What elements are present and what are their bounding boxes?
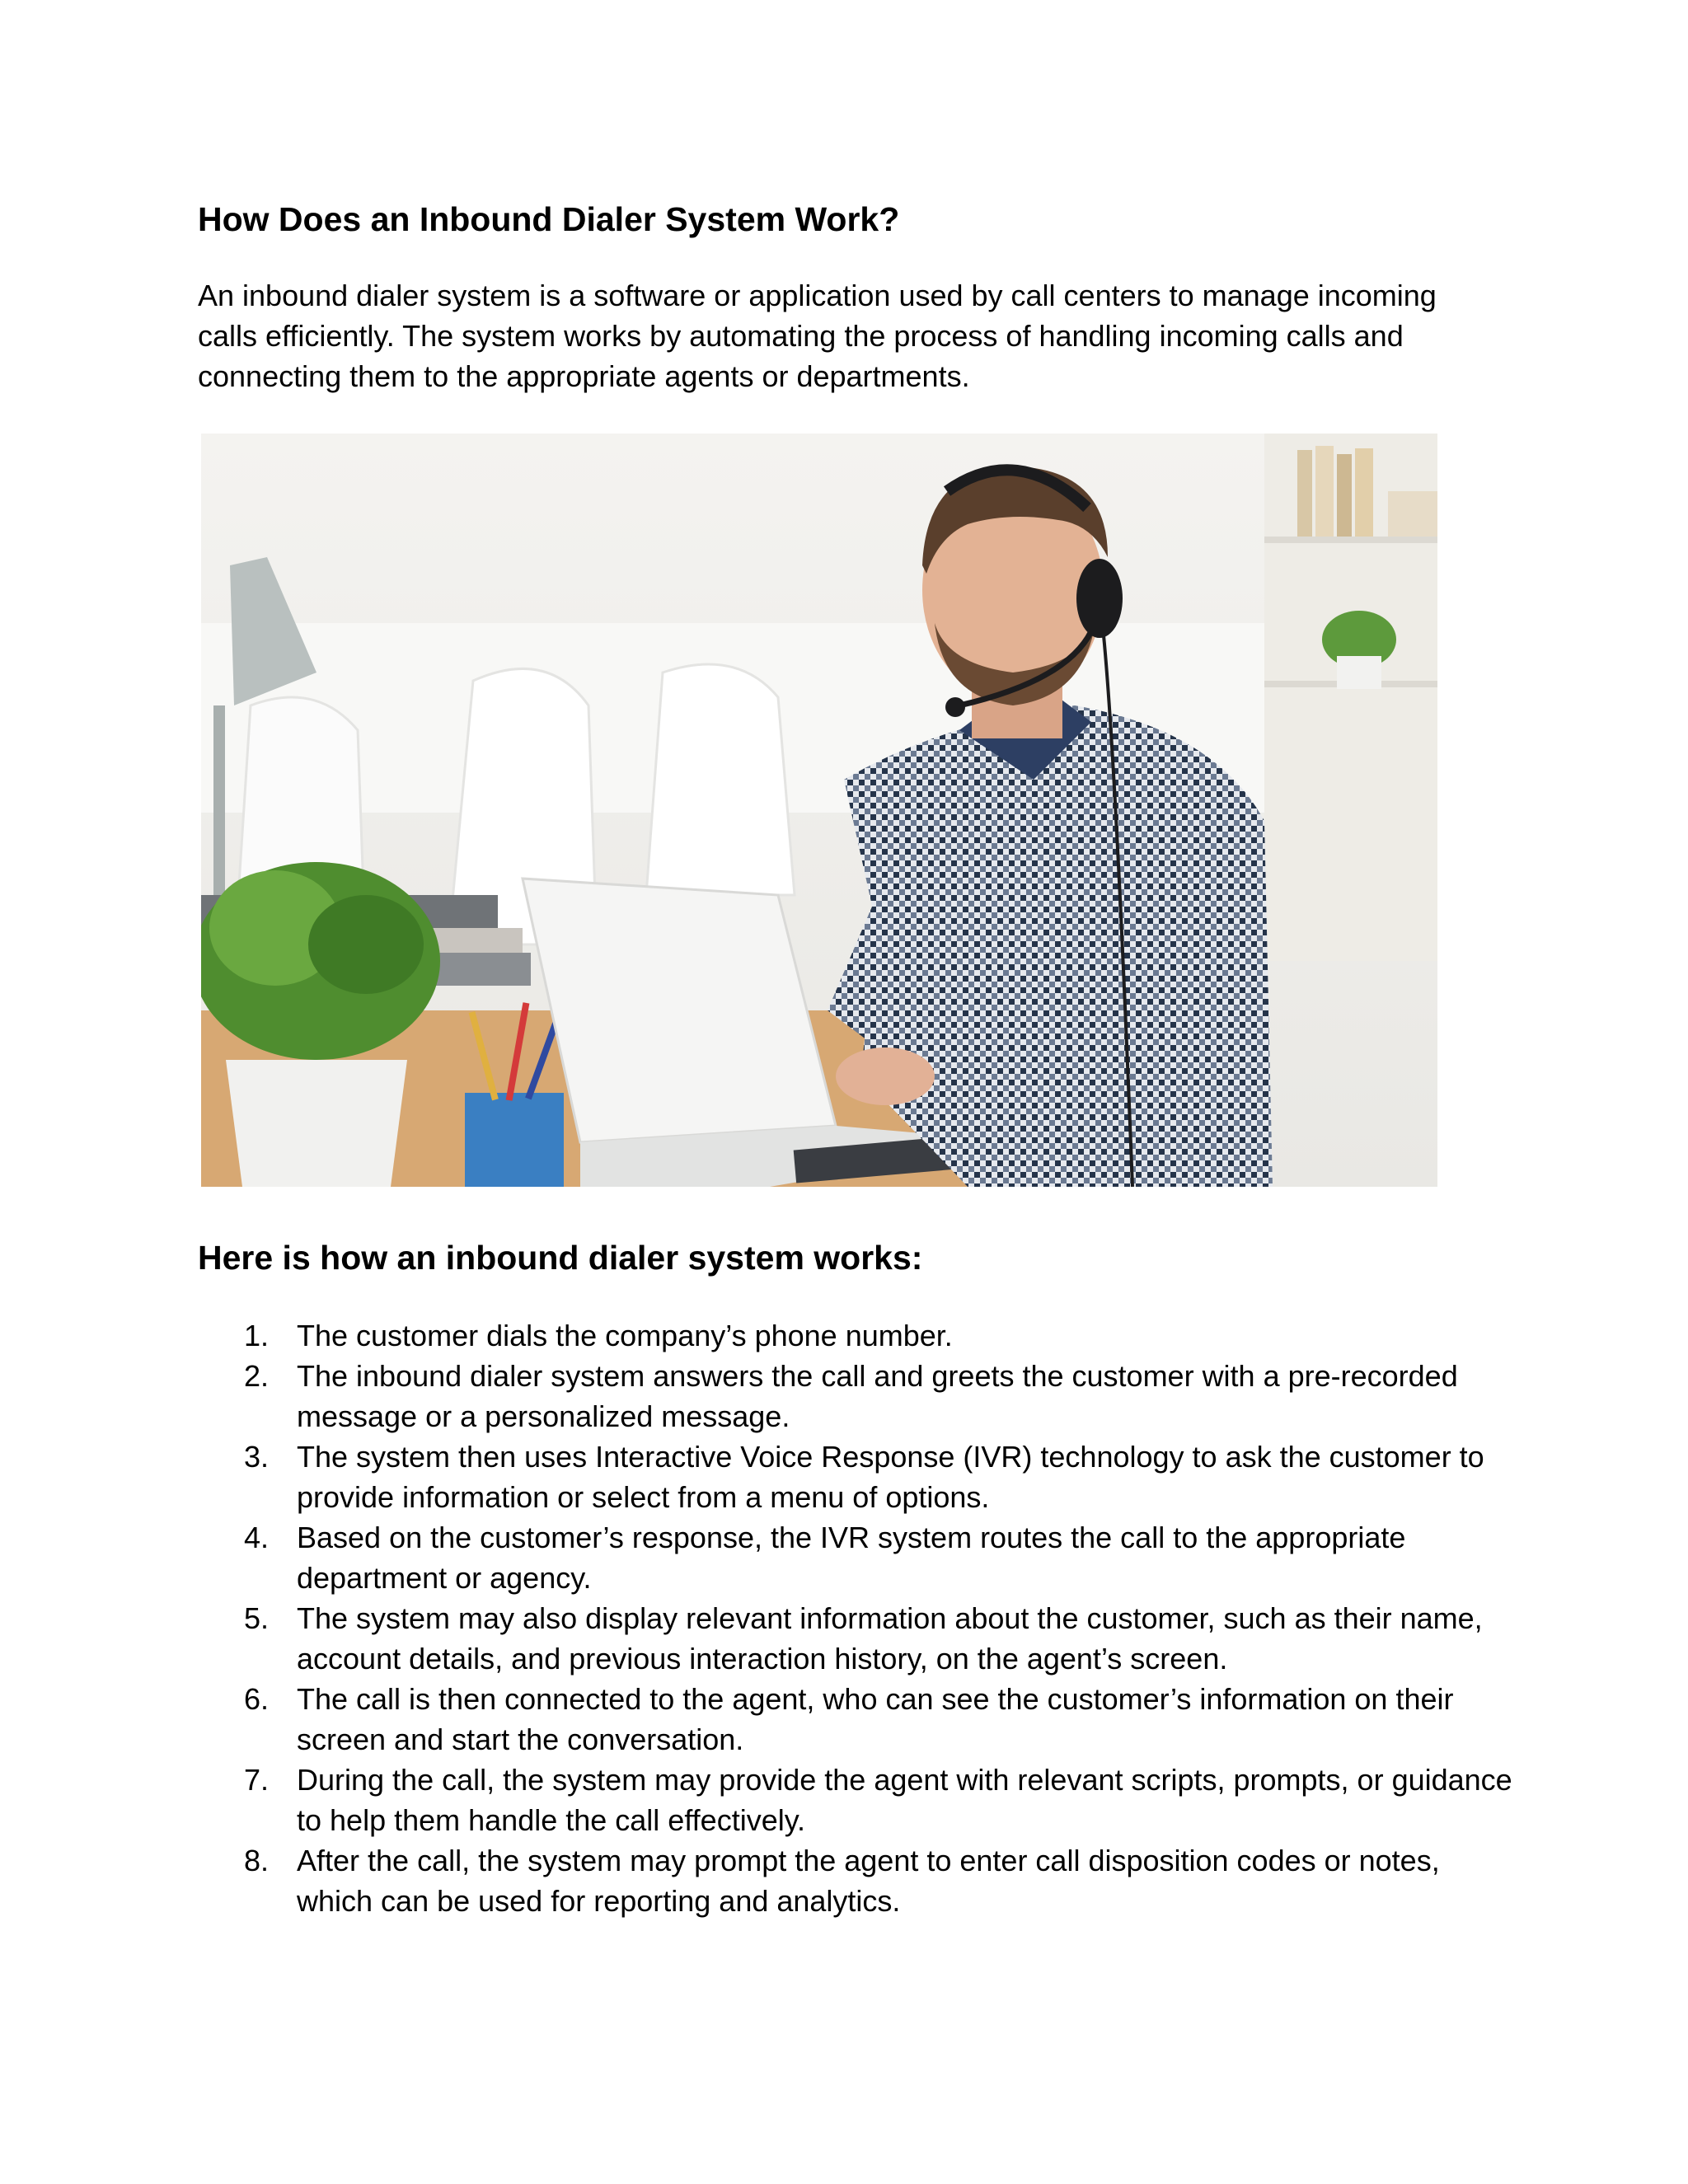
list-item-text: The inbound dialer system answers the call and greets the customer with a pre-recorded message or a personalized message.: [297, 1359, 1458, 1433]
steps-list: [198, 1315, 1517, 1921]
list-item-number: 7.: [244, 1763, 270, 1797]
intro-paragraph: An inbound dialer system is a software or application used by call centers to manage incoming calls efficiently. The system works by automating the process of handling incoming calls and connecting them to the appropriate agents or departments.: [198, 279, 1437, 393]
list-item: [198, 1356, 1517, 1436]
list-item-text: Based on the customer’s response, the IVR system routes the call to the appropriate department or agency.: [297, 1521, 1406, 1595]
list-item-number: 3.: [244, 1440, 270, 1474]
list-item-number: 8.: [244, 1844, 270, 1877]
list-item-text: During the call, the system may provide the agent with relevant scripts, prompts, or guidance to help them handle the call effectively.: [297, 1763, 1512, 1837]
list-item: [198, 1436, 1517, 1517]
list-item-text: After the call, the system may prompt the agent to enter call disposition codes or notes, which can be used for reporting and analytics.: [297, 1844, 1440, 1918]
list-item-number: 6.: [244, 1682, 270, 1716]
list-item-text: The system then uses Interactive Voice Response (IVR) technology to ask the customer to provide information or select from a menu of options.: [297, 1440, 1484, 1514]
list-item-number: 1.: [244, 1319, 270, 1352]
steps-heading: Here is how an inbound dialer system works:: [198, 1239, 923, 1277]
list-item-number: 2.: [244, 1359, 270, 1393]
list-item-text: The call is then connected to the agent, who can see the customer’s information on their screen and start the conversation.: [297, 1682, 1454, 1756]
list-item: [198, 1679, 1517, 1760]
list-item-number: 4.: [244, 1521, 270, 1554]
list-item: [198, 1315, 1517, 1356]
list-item: [198, 1598, 1517, 1679]
photo-illustration: [201, 434, 1437, 1187]
list-item-number: 5.: [244, 1601, 270, 1635]
list-item-text: The customer dials the company’s phone number.: [297, 1319, 953, 1352]
call-center-agent-photo: [201, 434, 1437, 1187]
list-item: [198, 1840, 1517, 1921]
article-title: How Does an Inbound Dialer System Work?: [198, 200, 900, 238]
list-item: [198, 1517, 1517, 1598]
list-item-text: The system may also display relevant information about the customer, such as their name, account details, and previous interaction history, on the agent’s screen.: [297, 1601, 1483, 1675]
list-item: [198, 1760, 1517, 1840]
